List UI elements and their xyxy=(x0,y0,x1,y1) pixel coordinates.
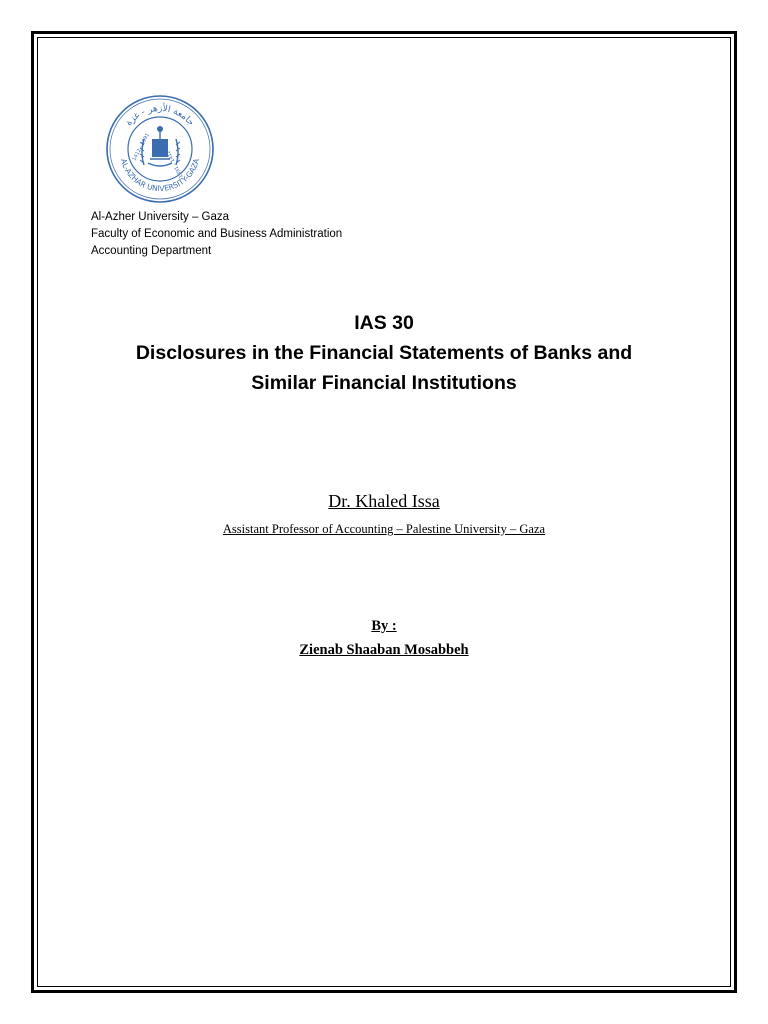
seal-english-name: AL-AZHAR UNIVERSITY-GAZA xyxy=(118,157,202,194)
author-by-label: By : xyxy=(371,618,397,634)
institution-block xyxy=(91,209,342,260)
department-name: Accounting Department xyxy=(91,245,212,257)
supervisor-role: Assistant Professor of Accounting – Palestine University – Gaza xyxy=(222,522,546,536)
title-line-3: Similar Financial Institutions xyxy=(251,372,517,394)
author-block xyxy=(60,616,708,661)
university-seal-logo xyxy=(104,93,216,205)
supervisor-name: Dr. Khaled Issa xyxy=(328,491,440,511)
university-name: Al-Azher University – Gaza xyxy=(91,211,230,223)
seal-year-left: 1412 - 1991 xyxy=(131,132,152,162)
seal-arabic-name: جامعة الأزهر - غزة xyxy=(124,103,196,129)
title-line-1: IAS 30 xyxy=(354,312,414,334)
title-line-2: Disclosures in the Financial Statements of Banks and xyxy=(135,342,633,364)
author-name: Zienab Shaaban Mosabbeh xyxy=(299,642,469,658)
supervisor-block xyxy=(60,488,708,538)
seal-year-right: 1991 - 1412 xyxy=(165,149,185,179)
faculty-name: Faculty of Economic and Business Administration xyxy=(91,228,343,240)
document-title xyxy=(60,308,708,398)
